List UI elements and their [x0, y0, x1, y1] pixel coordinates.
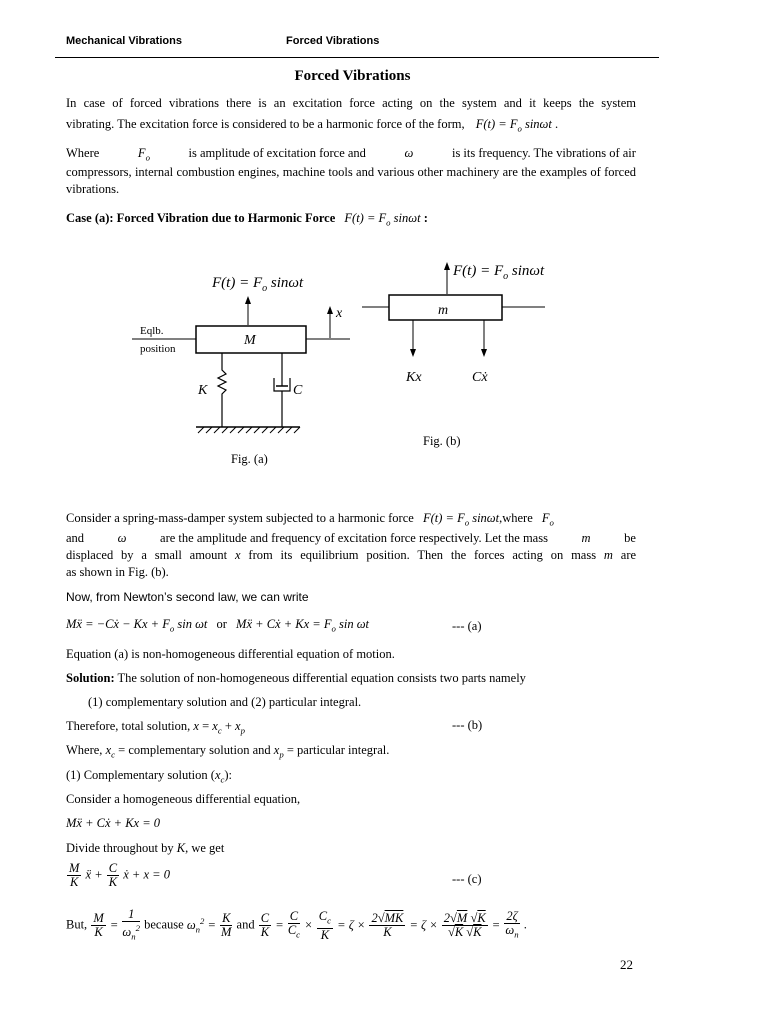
- homogeneous-equation: Mẍ + Cẋ + Kx = 0: [66, 816, 161, 830]
- intro-frequency: is its frequency. The vibrations of air: [451, 146, 636, 160]
- fig-a-eqlb-2: position: [140, 343, 176, 355]
- page-number: 22: [620, 957, 633, 972]
- but-relations: But, $\frac{M}{K}$ = $\frac{1}{\omega_n^2}$ because $\omega_n^2$ = $\frac{K}{M}$ and $\frac{C}{K}$ = $\frac{C}{C_c}$ × $\frac{C_c}{K}$ = ζ × $\frac{2√MK}{K}$ = ζ × $\frac{2√M √K}{√K √K}$ = $\frac{2\zeta}{\omega_n}$ .: [66, 907, 527, 942]
- intro-where: Where: [66, 146, 100, 160]
- solution-parts: (1) complementary solution and (2) particular integral.: [88, 695, 362, 709]
- equation-a: Mẍ = −Cẋ − $Kx + F_o$ sin ωt or Mẍ + Cẋ + $Kx = F_o$ sin ωt: [66, 617, 369, 634]
- intro-line-2: vibrating. The excitation force is considered to be a harmonic force of the form, $F(t) = F_o$ sinωt .: [66, 117, 559, 134]
- fig-a: [132, 275, 350, 466]
- figure-diagrams: [0, 250, 768, 475]
- fig-b-cx-label: Cẋ: [472, 370, 488, 385]
- eq-a-description: Equation (a) is non-homogeneous differential equation of motion.: [66, 647, 395, 661]
- page-title: Forced Vibrations: [294, 68, 411, 84]
- fig-b-force-label: $F(t) = F_o$ sinωt: [453, 263, 545, 282]
- consider-line-2: and ω are the amplitude and frequency of excitation force respectively. Let the mass m be: [66, 531, 636, 545]
- consider-line-4: as shown in Fig. (b).: [66, 565, 169, 579]
- fig-a-mass-label: M: [244, 333, 256, 348]
- intro-text: vibrating. The excitation force is considered to be a harmonic force of the form,: [66, 117, 465, 131]
- fig-a-eqlb-1: Eqlb.: [140, 325, 164, 337]
- intro-fo: $F_o$: [137, 146, 150, 163]
- complementary-heading: (1) Complementary solution $(x_c)$:: [66, 768, 233, 785]
- equation-c-number: --- (c): [452, 872, 482, 886]
- equation-b-number: --- (b): [452, 718, 483, 732]
- intro-amplitude: is amplitude of excitation force and: [188, 146, 366, 160]
- equation-c: $\frac{M}{K}$ ẍ + $\frac{C}{K}$ ẋ + x = 0: [69, 861, 170, 889]
- newton-text: Now, from Newton’s second law, we can write: [66, 590, 309, 604]
- fig-a-x-label: x: [336, 306, 343, 321]
- consider-line-1: Consider a spring-mass-damper system subjected to a harmonic force $F(t) = F_o$ sinωt,where $F_o$: [66, 511, 554, 528]
- fig-a-spring: [218, 353, 226, 427]
- fig-b-caption: Fig. (b): [423, 434, 461, 448]
- total-solution: Therefore, total solution, $x = x_c + x_p$: [66, 719, 245, 736]
- intro-formula: $F(t) = F_o$ sinωt: [475, 117, 552, 134]
- case-a-heading: Case (a): Forced Vibration due to Harmonic Force $F(t) = F_o$ sinωt :: [66, 211, 428, 228]
- solution-text: Solution: The solution of non-homogeneous differential equation consists two parts namely: [66, 671, 526, 685]
- intro-omega: ω: [404, 146, 414, 160]
- fig-b: [362, 262, 545, 448]
- fig-a-force-label: $F(t) = F_o$ sinωt: [212, 275, 304, 294]
- header-left: Mechanical Vibrations: [66, 35, 182, 47]
- consider-line-3: displaced by a small amount x from its equilibrium position. Then the forces acting on mass m are: [66, 548, 637, 562]
- where-definitions: Where, $x_c$ = complementary solution and $x_p$ = particular integral.: [66, 743, 390, 760]
- intro-line-1: In case of forced vibrations there is an excitation force acting on the system and it keeps the system: [66, 96, 636, 110]
- header-rule: [55, 57, 659, 58]
- divide-text: Divide throughout by K, we get: [66, 841, 225, 855]
- equation-a-number: --- (a): [452, 619, 482, 633]
- homogeneous-text: Consider a homogeneous differential equation,: [66, 792, 301, 806]
- fig-b-mass-label: m: [438, 303, 449, 318]
- fig-a-spring-label: K: [198, 383, 208, 398]
- intro-line-4: compressors, internal combustion engines, machine tools and various other machinery are the examples of forced vibrations.: [66, 165, 636, 196]
- header-right: Forced Vibrations: [286, 35, 380, 47]
- fig-a-damper-label: C: [293, 383, 303, 398]
- fig-b-kx-label: Kx: [406, 370, 422, 385]
- fig-a-caption: Fig. (a): [231, 452, 268, 466]
